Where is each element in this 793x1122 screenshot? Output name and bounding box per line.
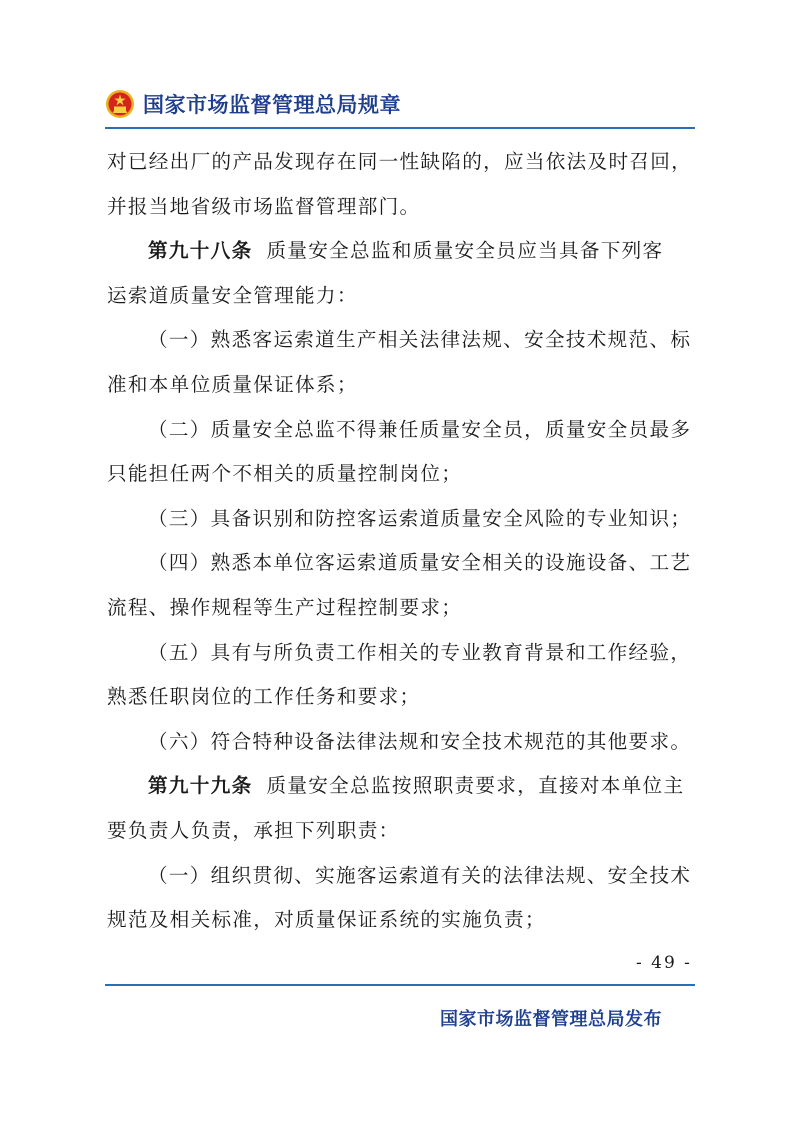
article-99-text: 质量安全总监按照职责要求，直接对本单位主 xyxy=(266,774,685,798)
text-line: 运索道质量安全管理能力： xyxy=(107,283,358,307)
article-98-first-line xyxy=(107,229,697,274)
text-line: 要负责人负责，承担下列职责： xyxy=(107,818,400,842)
text-line: 准和本单位质量保证体系； xyxy=(107,372,358,396)
text-line: 熟悉任职岗位的工作任务和要求； xyxy=(107,685,421,709)
header-title: 国家市场监督管理总局规章 xyxy=(143,93,401,117)
list-item-line: （三）具备识别和防控客运索道质量安全风险的专业知识； xyxy=(148,506,692,530)
text-line: 规范及相关标准，对质量保证系统的实施负责； xyxy=(107,908,546,932)
text-line: 对已经出厂的产品发现存在同一性缺陷的，应当依法及时召回， xyxy=(107,150,693,173)
article-98-text: 质量安全总监和质量安全员应当具备下列客 xyxy=(266,239,664,263)
list-item-line: （四）熟悉本单位客运索道质量安全相关的设施设备、工艺 xyxy=(148,551,692,575)
text-line: 只能担任两个不相关的质量控制岗位； xyxy=(107,462,463,486)
footer-divider xyxy=(105,984,695,986)
footer-publisher: 国家市场监督管理总局发布 xyxy=(440,1009,662,1030)
page-number: - 49 - xyxy=(636,953,692,973)
article-99-first-line xyxy=(107,764,697,809)
list-item-line: （一）熟悉客运索道生产相关法律法规、安全技术规范、标 xyxy=(148,328,692,352)
text-line: 流程、操作规程等生产过程控制要求； xyxy=(107,595,463,619)
list-item-line: （六）符合特种设备法律法规和安全技术规范的其他要求。 xyxy=(148,729,692,753)
national-emblem-icon xyxy=(105,89,135,119)
document-body xyxy=(107,140,697,943)
page-header xyxy=(105,84,401,124)
article-99-heading: 第九十九条 xyxy=(148,774,253,798)
text-line: 并报当地省级市场监督管理部门。 xyxy=(107,194,421,218)
header-divider xyxy=(105,127,695,129)
list-item-line: （一）组织贯彻、实施客运索道有关的法律法规、安全技术 xyxy=(148,863,692,887)
article-98-heading: 第九十八条 xyxy=(148,239,253,263)
list-item-line: （五）具有与所负责工作相关的专业教育背景和工作经验， xyxy=(148,640,692,664)
list-item-line: （二）质量安全总监不得兼任质量安全员，质量安全员最多 xyxy=(148,417,692,441)
